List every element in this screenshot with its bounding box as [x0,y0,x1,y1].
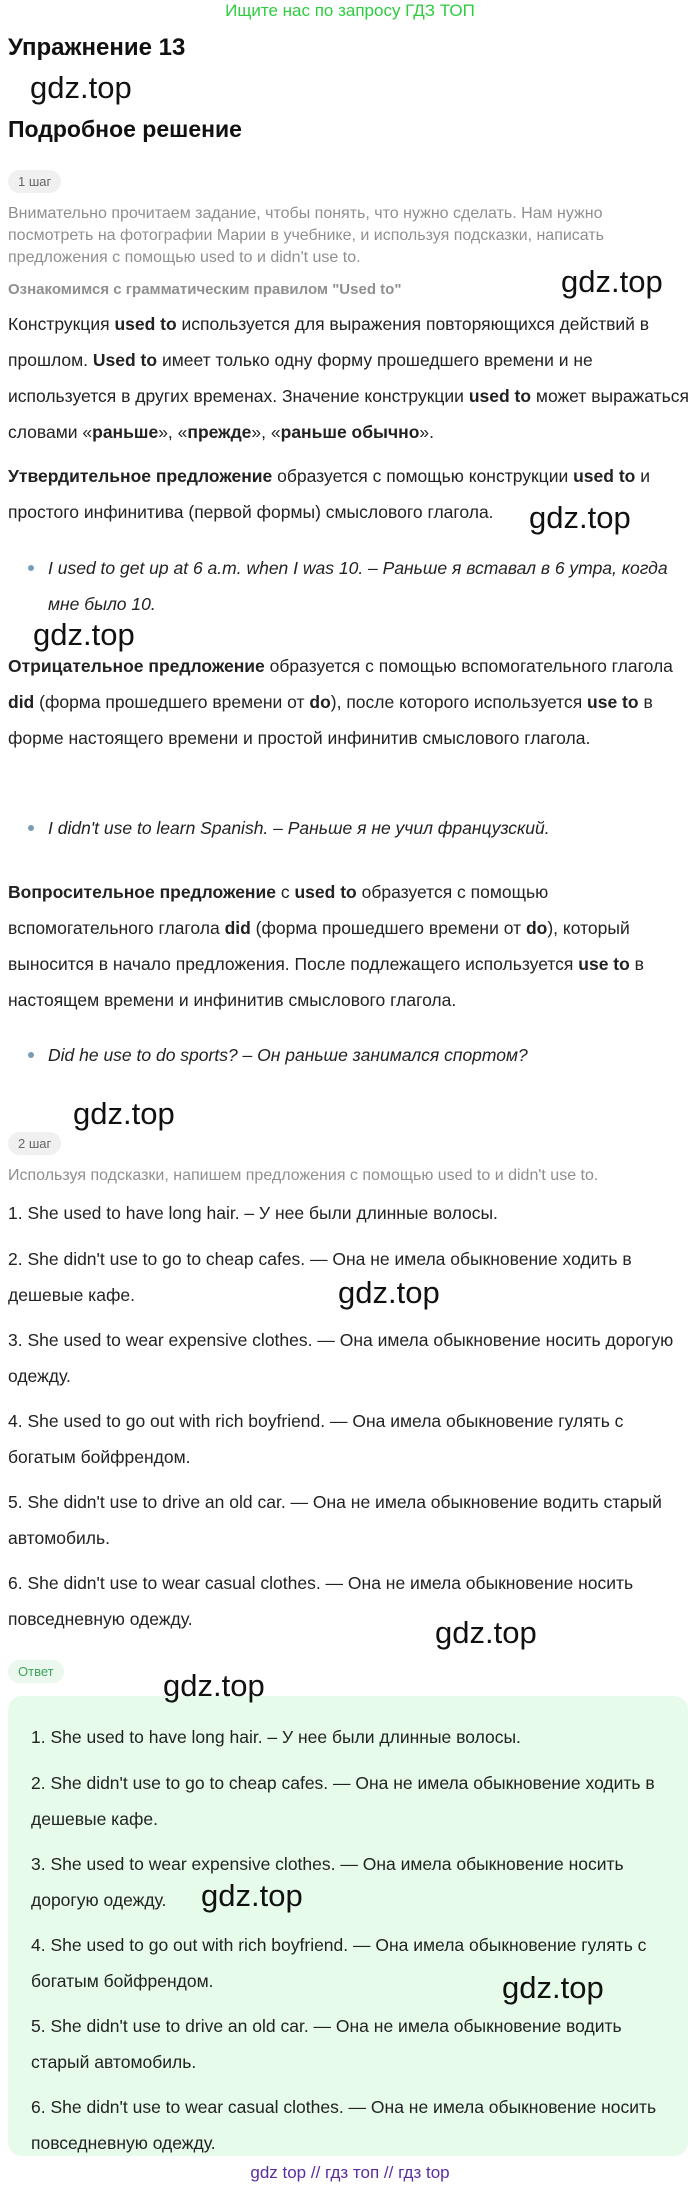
bottom-separator: // [383,2163,394,2182]
answer-item: 5. She didn't use to drive an old car. — Она не имела обыкновение водить старый автомобиль. [31,2016,622,2072]
answer-item: 1. She used to have long hair. – У нее были длинные волосы. [31,1727,521,1747]
step-1-instruction: Внимательно прочитаем задание, чтобы понять, что нужно сделать. Нам нужно посмотреть на фотографии Марии в учебнике, и используя подсказки, написать предложения с помощью used to и didn't use to. [8,205,605,266]
bullet-dot [28,825,34,831]
watermark: gdz.top [30,70,132,105]
watermark: gdz.top [73,1096,175,1131]
answer-item: 3. She used to wear expensive clothes. — Она имела обыкновение носить дорогую одежду. [31,1854,624,1910]
bottom-link-gdz-top[interactable]: gdz top [250,2163,307,2182]
watermark: gdz.top [338,1275,440,1310]
watermark: gdz.top [33,617,135,652]
answer-label: Ответ [8,1660,64,1683]
step-2-badge [8,1132,61,1155]
watermark: gdz.top [502,1970,604,2005]
watermark: gdz.top [529,500,631,535]
example-affirmative: I used to get up at 6 a.m. when I was 10. – Раньше я вставал в 6 утра, когда мне было 10. [48,550,688,622]
bottom-link-gdz-top-ru[interactable]: гдз топ [325,2163,380,2182]
rule-paragraph-question: Вопросительное предложение с used to образуется с помощью вспомогательного глагола did (форма прошедшего времени от do), который выносится в начало предложения. После подлежащего используется use to в настоящем времени и инфинитив смыслового глагола. [8,882,644,1010]
watermark: gdz.top [163,1668,265,1703]
answer-item: 6. She didn't use to wear casual clothes. — Она не имела обыкновение носить повседневную одежду. [31,2097,657,2153]
step-2-instruction: Используя подсказки, напишем предложения с помощью used to и didn't use to. [8,1167,599,1184]
step-2-label: 2 шаг [8,1132,61,1155]
step-1-label: 1 шаг [8,170,61,193]
bullet-dot [28,1052,34,1058]
rule-heading: Ознакомимся с грамматическим правилом "Used to" [8,281,402,298]
example-question: Did he use to do sports? – Он раньше занимался спортом? [48,1037,688,1073]
watermark: gdz.top [561,264,663,299]
bullet-dot [28,565,34,571]
step-2-item: 3. She used to wear expensive clothes. — Она имела обыкновение носить дорогую одежду. [8,1330,674,1386]
bottom-separator: // [310,2163,321,2182]
watermark: gdz.top [201,1878,303,1913]
answer-item: 4. She used to go out with rich boyfriend. — Она имела обыкновение гулять с богатым бойфрендом. [31,1935,647,1991]
watermark: gdz.top [435,1615,537,1650]
bottom-link-gdz-top-mixed[interactable]: гдз top [398,2163,450,2182]
step-2-item: 4. She used to go out with rich boyfriend. — Она имела обыкновение гулять с богатым бойфрендом. [8,1411,624,1467]
rule-paragraph-affirmative: Утвердительное предложение образуется с помощью конструкции used to и простого инфинитива (первой формы) смыслового глагола. [8,466,650,522]
step-2-item: 6. She didn't use to wear casual clothes. — Она не имела обыкновение носить повседневную одежду. [8,1573,634,1629]
top-search-link[interactable]: Ищите нас по запросу ГДЗ ТОП [225,1,475,20]
page-title: Упражнение 13 [8,34,186,61]
step-1-badge [8,170,61,193]
step-2-item: 1. She used to have long hair. – У нее были длинные волосы. [8,1203,498,1223]
answer-badge [8,1660,64,1683]
step-2-item: 2. She didn't use to go to cheap cafes. — Она не имела обыкновение ходить в дешевые кафе. [8,1249,632,1305]
rule-paragraph-negative: Отрицательное предложение образуется с помощью вспомогательного глагола did (форма прошедшего времени от do), после которого используется use to в форме настоящего времени и простой инфинитив смыслового глагола. [8,656,673,748]
step-2-item: 5. She didn't use to drive an old car. — Она не имела обыкновение водить старый автомобиль. [8,1492,662,1548]
solution-heading: Подробное решение [8,116,242,142]
answer-item: 2. She didn't use to go to cheap cafes. — Она не имела обыкновение ходить в дешевые кафе. [31,1773,655,1829]
bottom-links [0,2163,700,2183]
example-negative: I didn't use to learn Spanish. – Раньше я не учил французский. [48,810,688,846]
rule-paragraph-1: Конструкция used to используется для выражения повторяющихся действий в прошлом. Used to имеет только одну форму прошедшего времени и не используется в других временах. Значение конструкции used to может выражаться словами «раньше», «прежде», «раньше обычно». [8,314,689,442]
